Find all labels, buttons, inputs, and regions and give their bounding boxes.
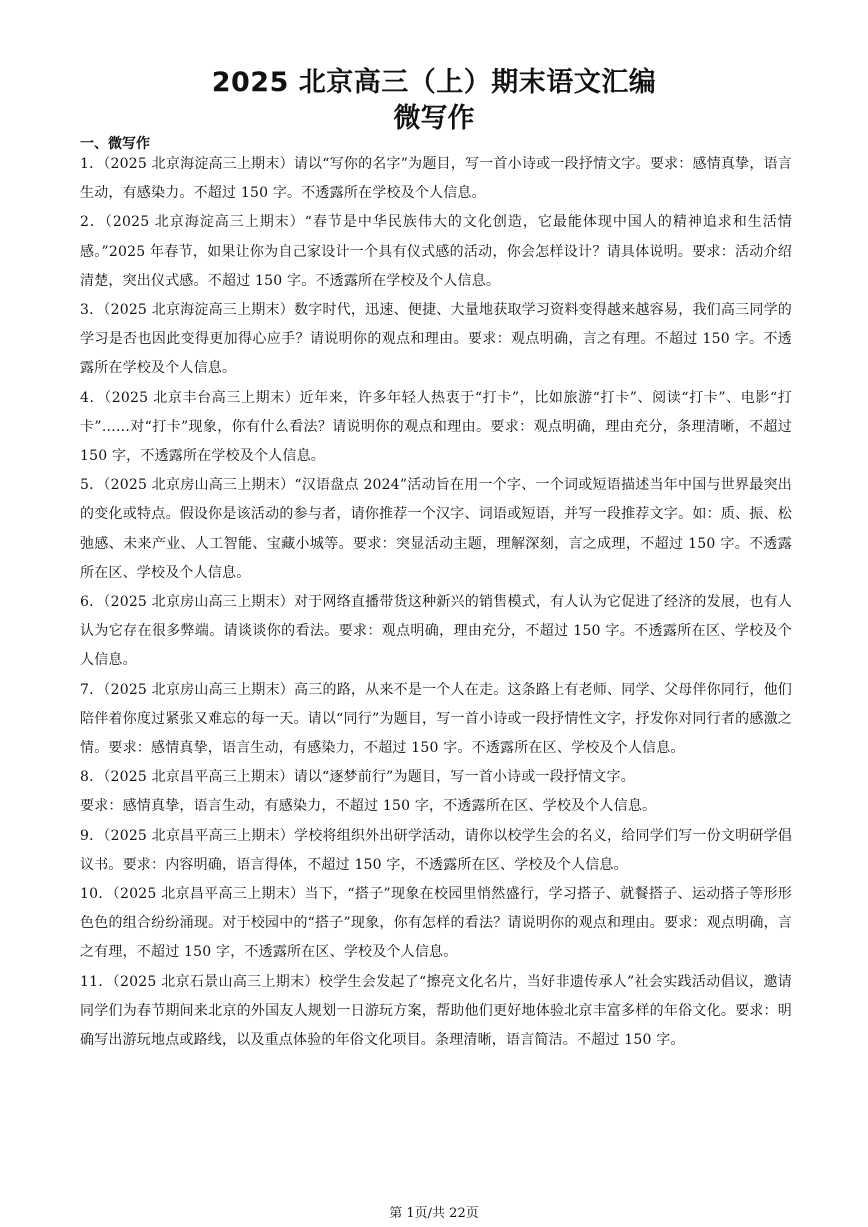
question-text: 请以“逐梦前行”为题目，写一首小诗或一段抒情文字。 (293, 769, 635, 786)
question-requirements: 要求：感情真挚，语言生动，有感染力，不超过 150 字，不透露所在区、学校及个人信息。 (80, 798, 657, 815)
question-source: （2025 北京昌平高三上期末） (103, 827, 295, 844)
question-item (80, 588, 792, 676)
question-number: 2． (80, 214, 105, 231)
question-text: 高三的路，从来不是一个人在走。这条路上有老师、同学、父母伴你同行，他们陪伴着你度过紧张又难忘的每一天。请以“同行”为题目，写一首小诗或一段抒情性文字，抒发你对同行者的感激之情。要求：感情真挚，语言生动，有感染力，不超过 150 字。不透露所在区、学校及个人信息。 (80, 681, 793, 757)
question-source: （2025 北京海淀高三上期末） (103, 156, 294, 172)
question-text: “汉语盘点 2024”活动旨在用一个字、一个词或短语描述当年中国与世界最突出的变化或特点。假设你是该活动的参与者，请你推荐一个汉字、词语或短语，并写一段推荐文字。如：质、振、松弛感、未来产业、人工智能、宝藏小城等。要求：突显活动主题，理解深刻，言之成理，不超过 150 字。不透露所在区、学校及个人信息。 (80, 477, 793, 581)
question-number: 6． (80, 594, 104, 611)
question-text: 校学生会发起了“擦亮文化名片，当好非遗传承人”社会实践活动倡议，邀请同学们为春节期间来北京的外国友人规划一日游玩方案，帮助他们更好地体验北京丰富多样的年俗文化。要求：明确写出游玩地点或路线，以及重点体验的年俗文化项目。条理清晰，语言简洁。不超过 150 字。 (80, 973, 792, 1049)
question-text: 当下，“搭子”现象在校园里悄然盛行，学习搭子、就餐搭子、运动搭子等形形色色的组合纷纷涌现。对于校园中的“搭子”现象，你有怎样的看法？请说明你的观点和理由。要求：观点明确，言之有理，不超过 150 字，不透露所在区、学校及个人信息。 (80, 886, 793, 961)
question-number: 5． (80, 477, 104, 494)
question-text: 请以“写你的名字”为题目，写一首小诗或一段抒情文字。要求：感情真挚，语言生动，有感染力。不超过 150 字。不透露所在学校及个人信息。 (80, 156, 792, 202)
question-source: （2025 北京昌平高三上期末） (112, 886, 305, 903)
question-item (80, 150, 792, 208)
question-source: （2025 北京海淀高三上期末） (104, 214, 305, 231)
question-item (80, 968, 792, 1056)
question-source: （2025 北京石景山高三上期末） (112, 973, 319, 990)
question-source: （2025 北京昌平高三上期末） (103, 769, 294, 786)
question-source: （2025 北京丰台高三上期末） (104, 389, 300, 406)
question-source: （2025 北京房山高三上期末） (103, 681, 295, 698)
question-item (80, 676, 792, 764)
question-text: 近年来，许多年轻人热衷于“打卡”，比如旅游“打卡”、阅读“打卡”、电影“打卡”……对“打卡”现象，你有什么看法？请说明你的观点和理由。要求：观点明确，理由充分，条理清晰，不超过 150 字，不透露所在学校及个人信息。 (80, 389, 793, 465)
question-item (80, 822, 792, 880)
question-text: 数字时代，迅速、便捷、大量地获取学习资料变得越来越容易，我们高三同学的学习是否也因此变得更加得心应手？请说明你的观点和理由。要求：观点明确，言之有理。不超过 150 字。不透露所在学校及个人信息。 (80, 302, 793, 377)
question-item (80, 880, 792, 968)
question-text: 对于网络直播带货这种新兴的销售模式，有人认为它促进了经济的发展，也有人认为它存在很多弊端。请谈谈你的看法。要求：观点明确，理由充分，不超过 150 字。不透露所在区、学校及个人信息。 (80, 594, 793, 669)
question-number: 11． (80, 973, 113, 990)
document-title: 2025 北京高三（上）期末语文汇编 (211, 67, 657, 98)
question-number: 10． (80, 886, 113, 903)
question-number: 9． (80, 827, 104, 844)
question-text: 学校将组织外出研学活动，请你以校学生会的名义，给同学们写一份文明研学倡议书。要求：内容明确，语言得体，不超过 150 字，不透露所在区、学校及个人信息。 (80, 827, 793, 873)
question-item (80, 384, 792, 472)
question-source: （2025 北京房山高三上期末） (103, 594, 295, 611)
question-number: 7． (80, 681, 104, 698)
question-item (80, 208, 792, 296)
document-subtitle: 微写作 (393, 103, 475, 134)
question-source: （2025 北京海淀高三上期末） (103, 302, 295, 319)
question-number: 1． (80, 156, 104, 172)
question-number: 8． (80, 769, 104, 786)
page-footer: 第 1页/共 22页 (389, 1206, 479, 1221)
section-heading: 一、微写作 (80, 136, 150, 152)
question-list (80, 150, 792, 1055)
question-text: “春节是中华民族伟大的文化创造，它最能体现中国人的精神追求和生活情感。”2025 年春节，如果让你为自己家设计一个具有仪式感的活动，你会怎样设计？请具体说明。要求：活动介绍清楚，突出仪式感。不超过 150 字。不透露所在学校及个人信息。 (80, 214, 792, 289)
question-item (80, 471, 792, 588)
question-source: （2025 北京房山高三上期末） (103, 477, 295, 494)
question-number: 4． (80, 389, 105, 406)
question-item (80, 763, 792, 792)
question-number: 3． (80, 302, 104, 319)
question-item (80, 296, 792, 384)
